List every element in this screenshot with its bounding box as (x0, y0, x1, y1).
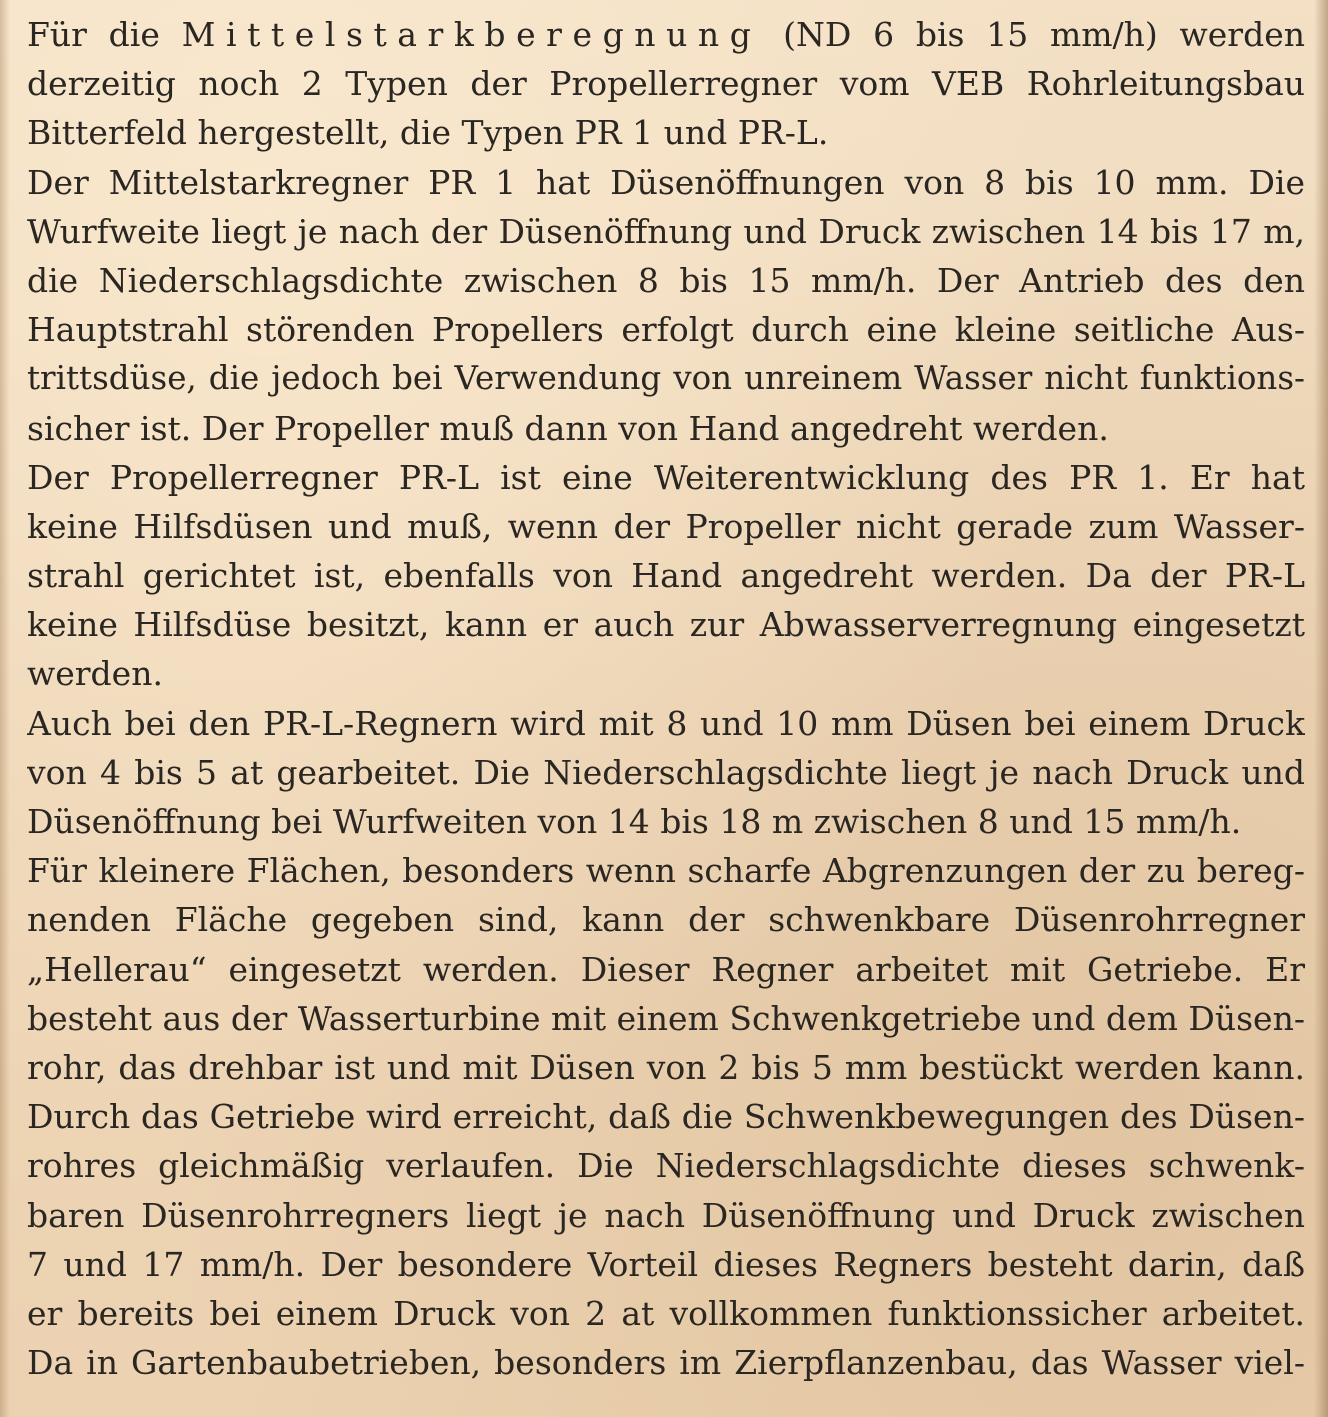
text-line: baren Düsenrohrregners liegt je nach Düsenöffnung und Druck zwischen (27, 1195, 1305, 1235)
text-line: trittsdüse, die jedoch bei Verwendung von unreinem Wasser nicht funktions- (27, 359, 1305, 398)
text-line: „Hellerau“ eingesetzt werden. Dieser Regner arbeitet mit Getriebe. Er (27, 949, 1305, 989)
text-line: er bereits bei einem Druck von 2 at vollkommen funktionssicher arbeitet. (27, 1293, 1305, 1333)
text-line: Hauptstrahl störenden Propellers erfolgt durch eine kleine seitliche Aus- (27, 310, 1305, 350)
text-line: Für kleinere Flächen, besonders wenn scharfe Abgrenzungen der zu bereg- (27, 851, 1305, 891)
text-segment: Für die (27, 15, 182, 54)
emphasized-term: Mittelstarkberegnung (181, 15, 762, 54)
text-line: Düsenöffnung bei Wurfweiten von 14 bis 18 m zwischen 8 und 15 mm/h. (27, 802, 1242, 841)
text-line: Bitterfeld hergestellt, die Typen PR 1 und PR-L. (27, 113, 829, 153)
text-segment: (ND 6 bis 15 mm/h) werden (761, 15, 1305, 54)
text-line: sicher ist. Der Propeller muß dann von Hand angedreht werden. (27, 408, 1109, 448)
text-line: rohr, das drehbar ist und mit Düsen von 2 bis 5 mm bestückt werden kann. (27, 1047, 1305, 1087)
text-line: 7 und 17 mm/h. Der besondere Vorteil dieses Regners besteht darin, daß (27, 1244, 1305, 1284)
text-line: keine Hilfsdüsen und muß, wenn der Propeller nicht gerade zum Wasser- (27, 506, 1305, 546)
text-line: Auch bei den PR-L-Regnern wird mit 8 und 10 mm Düsen bei einem Druck (27, 703, 1305, 743)
text-line: nenden Fläche gegeben sind, kann der schwenkbare Düsenrohrregner (27, 900, 1305, 940)
text-line: Da in Gartenbaubetrieben, besonders im Zierpflanzenbau, das Wasser viel- (27, 1343, 1305, 1383)
text-line: strahl gerichtet ist, ebenfalls von Hand angedreht werden. Da der PR-L (27, 556, 1305, 596)
text-line: werden. (27, 654, 163, 694)
text-line: von 4 bis 5 at gearbeitet. Die Niederschlagsdichte liegt je nach Druck und (27, 752, 1305, 792)
text-line: besteht aus der Wasserturbine mit einem Schwenkgetriebe und dem Düsen- (27, 998, 1305, 1038)
body-text (27, 10, 1305, 1387)
text-line: keine Hilfsdüse besitzt, kann er auch zur Abwasserverregnung eingesetzt (27, 605, 1305, 645)
text-line: Wurfweite liegt je nach der Düsenöffnung und Druck zwischen 14 bis 17 m, (27, 211, 1305, 251)
text-line (27, 10, 1305, 59)
text-line: Durch das Getriebe wird erreicht, daß die Schwenkbewegungen des Düsen- (27, 1097, 1305, 1137)
text-line: Der Mittelstarkregner PR 1 hat Düsenöffnungen von 8 bis 10 mm. Die (27, 162, 1305, 202)
text-line: Der Propellerregner PR-L ist eine Weiterentwicklung des PR 1. Er hat (27, 457, 1305, 497)
text-line: derzeitig noch 2 Typen der Propellerregner vom VEB Rohrleitungsbau (27, 64, 1305, 104)
text-line: rohres gleichmäßig verlaufen. Die Niederschlagsdichte dieses schwenk- (27, 1146, 1305, 1186)
text-line: die Niederschlagsdichte zwischen 8 bis 15 mm/h. Der Antrieb des den (27, 260, 1305, 300)
